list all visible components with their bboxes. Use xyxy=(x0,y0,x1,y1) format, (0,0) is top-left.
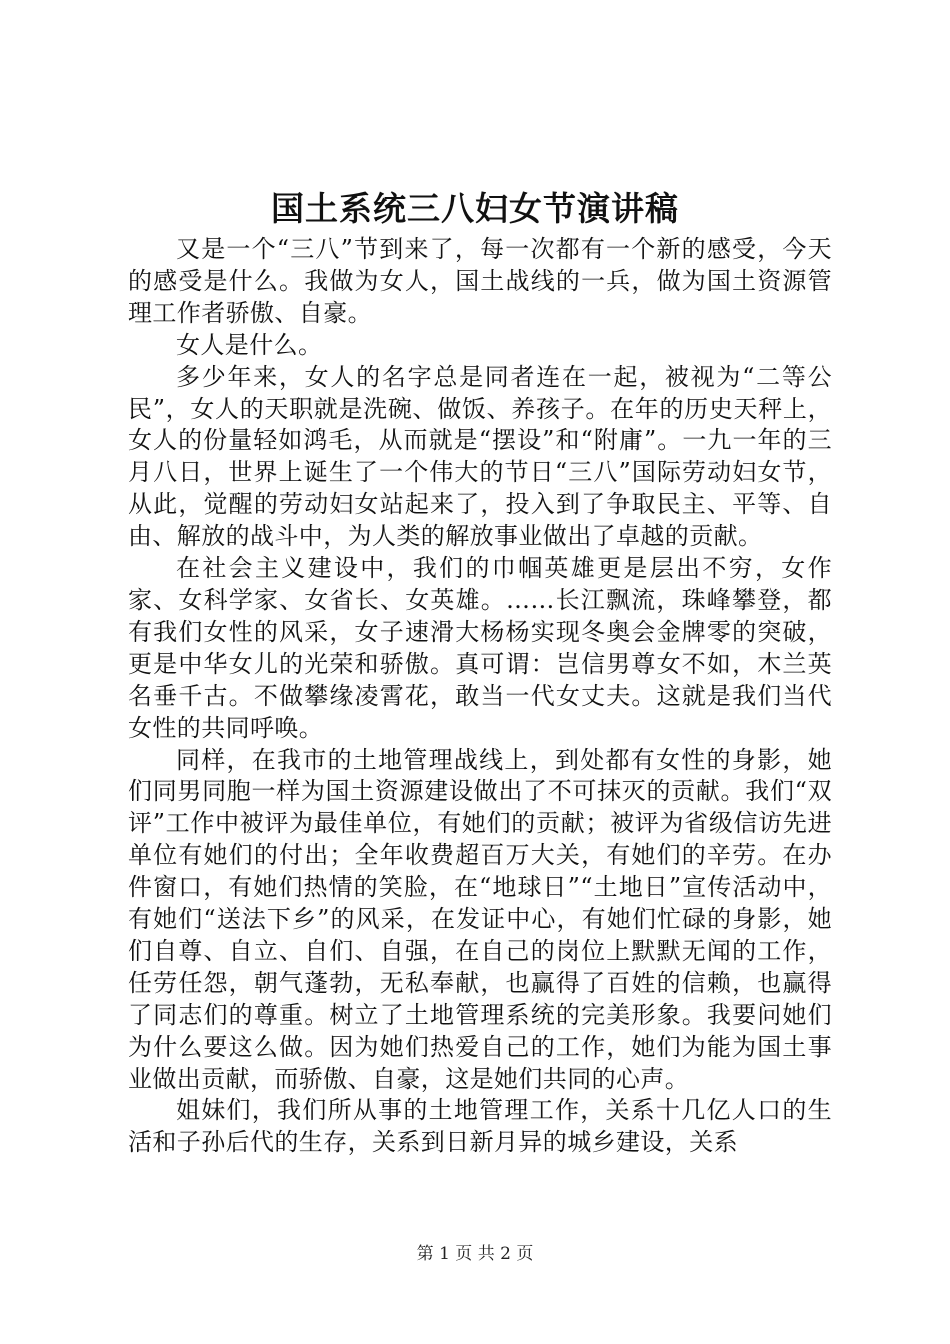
page-footer: 第 1 页 共 2 页 xyxy=(416,1244,534,1264)
document-body xyxy=(128,234,832,1159)
document-title: 国土系统三八妇女节演讲稿 xyxy=(271,189,679,228)
paragraph-2: 女人是什么。 xyxy=(176,330,323,359)
paragraph-5: 同样，在我市的土地管理战线上，到处都有女性的身影，她们同男同胞一样为国土资源建设做出了不可抹灭的贡献。我们“双评”工作中被评为最佳单位，有她们的贡献；被评为省级信访先进单位有她们的付出；全年收费超百万大关，有她们的辛劳。在办件窗口，有她们热情的笑脸，在“地球日”“土地日”宣传活动中，有她们“送法下乡”的风采，在发证中心，有她们忙碌的身影，她们自尊、自立、自们、自强，在自己的岗位上默默无闻的工作，任劳任怨，朝气蓬勃，无私奉献，也赢得了百姓的信赖，也赢得了同志们的尊重。树立了土地管理系统的完美形象。我要问她们为什么要这么做。因为她们热爱自己的工作，她们为能为国土事业做出贡献，而骄傲、自豪，这是她们共同的心声。 xyxy=(128,745,832,1093)
paragraph-1: 又是一个“三八”节到来了，每一次都有一个新的感受，今天的感受是什么。我做为女人，国土战线的一兵，做为国土资源管理工作者骄傲、自豪。 xyxy=(128,235,832,327)
paragraph-3: 多少年来，女人的名字总是同者连在一起，被视为“二等公民”，女人的天职就是洗碗、做饭、养孩子。在年的历史天秤上，女人的份量轻如鸿毛，从而就是“摆设”和“附庸”。一九一年的三月八日，世界上诞生了一个伟大的节日“三八”国际劳动妇女节，从此，觉醒的劳动妇女站起来了，投入到了争取民主、平等、自由、解放的战斗中，为人类的解放事业做出了卓越的贡献。 xyxy=(128,362,832,551)
paragraph-6: 姐妹们，我们所从事的土地管理工作，关系十几亿人口的生活和子孙后代的生存，关系到日新月异的城乡建设，关系 xyxy=(128,1096,832,1157)
paragraph-4: 在社会主义建设中，我们的巾帼英雄更是层出不穷，女作家、女科学家、女省长、女英雄。……长江飘流，珠峰攀登，都有我们女性的风采，女子速滑大杨杨实现冬奥会金牌零的突破，更是中华女儿的光荣和骄傲。真可谓：岂信男尊女不如，木兰英名垂千古。不做攀缘凌霄花，敢当一代女丈夫。这就是我们当代女性的共同呼唤。 xyxy=(128,554,832,742)
